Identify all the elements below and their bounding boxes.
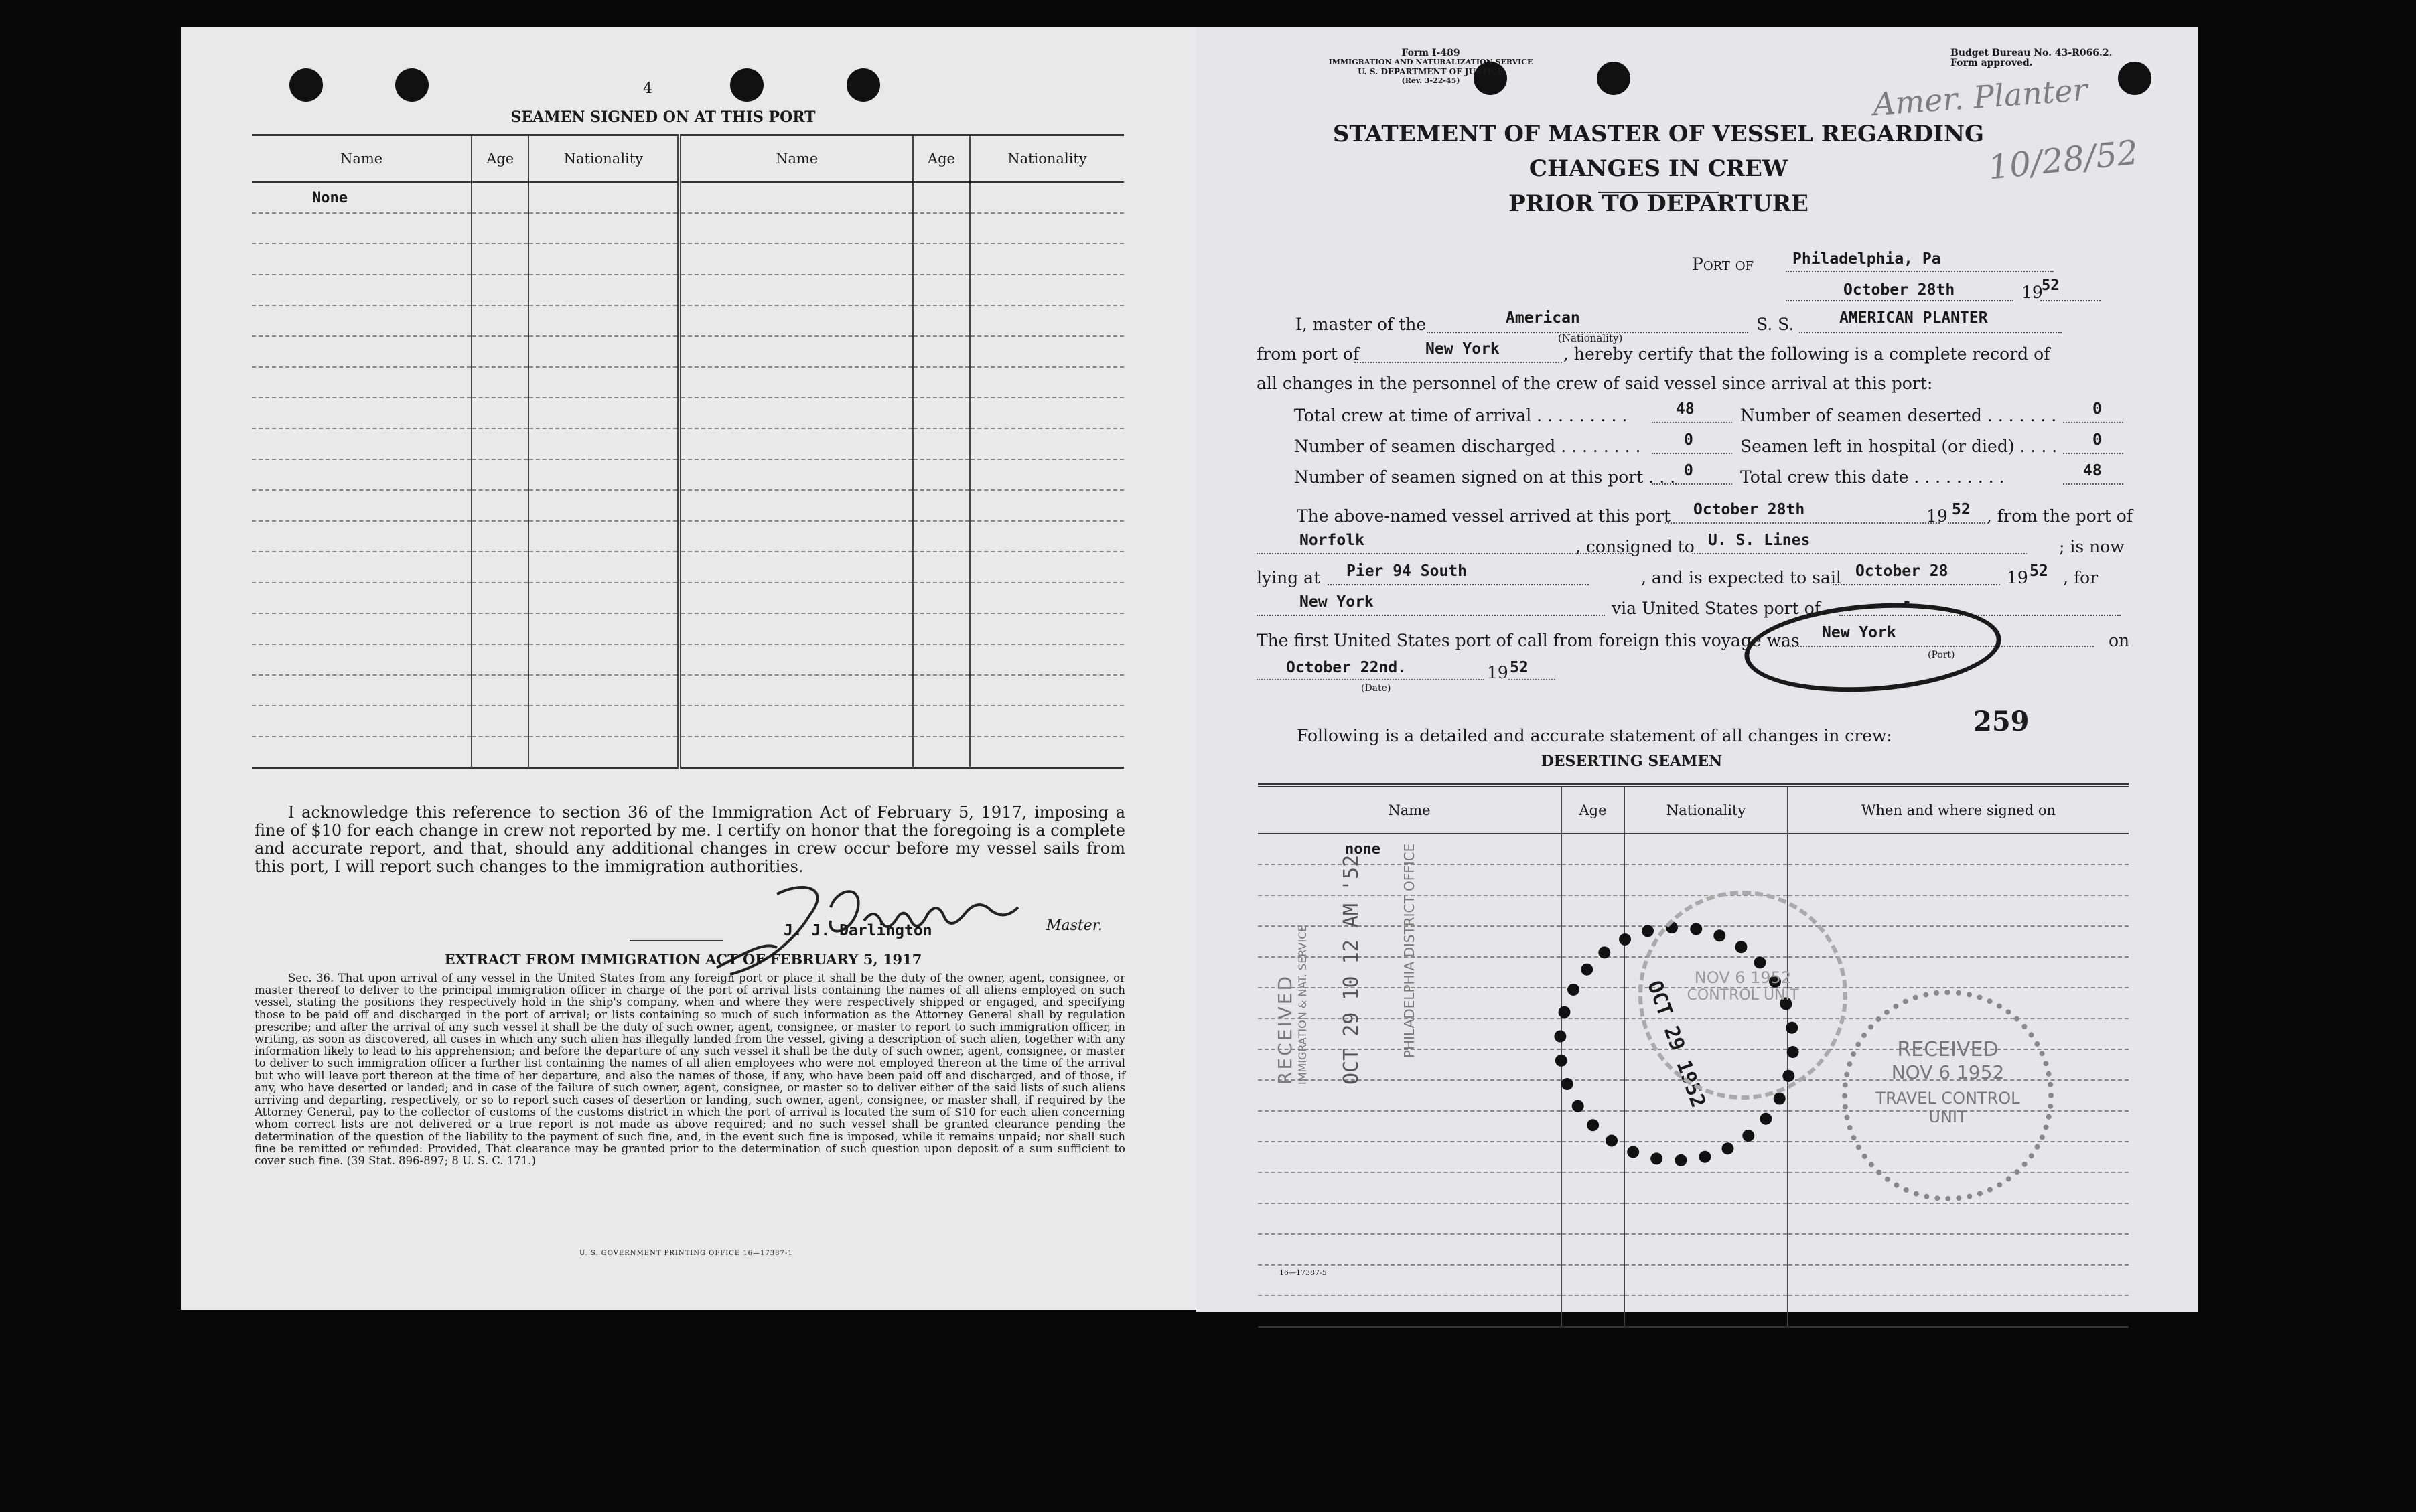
document-number: 259 [1973,706,2030,737]
first-date-value: October 22nd. [1286,659,1407,676]
deserting-title: DESERTING SEAMEN [1541,753,1723,770]
date-caption: (Date) [1361,683,1391,694]
total-arrival-value: 48 [1676,400,1695,418]
total-date-label: Total crew this date . . . . . . . . . [1740,467,2005,487]
deserted-line [2063,422,2123,423]
date-line [1786,300,2013,301]
expected-label: , and is expected to sail [1641,568,1841,587]
signer-name: J. J. Darlington [784,922,932,939]
pier-value: Pier 94 South [1346,562,1468,580]
arrived-year-prefix: 19 [1926,506,1948,526]
from-port-label: from port of [1257,344,1360,364]
punch-hole [395,68,429,102]
budget-number: Budget Bureau No. 43-R066.2. [1950,48,2113,58]
received-stamp-label: RECEIVED [1274,974,1296,1085]
travel-control-stamp [1842,990,2054,1201]
travel-stamp-unit2: UNIT [1928,1108,1967,1126]
signed-on-label: Number of seamen signed on at this port . . . [1294,467,1676,487]
sail-year-prefix: 19 [2007,568,2028,587]
form-title [1303,117,2013,221]
first-date-line [1257,679,1484,680]
first-year-line [1508,679,1555,680]
col-nationality-2: Nationality [970,135,1124,183]
sail-date-line [1833,584,2000,585]
table-row [252,398,1124,429]
arrived-year-line [1948,522,1985,524]
from-port-value: New York [1425,340,1500,358]
port-caption: (Port) [1928,650,1955,660]
faint-stamp-unit: CONTROL UNIT [1687,987,1799,1004]
table-row [1258,1203,2129,1234]
hospital-value: 0 [2092,431,2102,449]
port-label: Port of [1692,254,1754,274]
table-row [252,305,1124,336]
table-row [1258,864,2129,895]
table-row [252,459,1124,490]
table-row [252,552,1124,583]
form-approved: Form approved. [1950,58,2033,68]
first-port-label: The first United States port of call from foreign this voyage was [1257,631,1800,650]
col-age: Age [472,135,528,183]
form-number: Form I-489 [1401,48,1460,58]
handwritten-vessel-note: Amer. Planter [1871,71,2089,123]
entry-none: none [1258,834,1561,864]
table-row [252,644,1124,675]
col-name-2: Name [679,135,913,183]
arrived-label: The above-named vessel arrived at this port [1297,506,1671,526]
table-row [252,244,1124,275]
round-stamp-date: OCT 29 1952 [1642,977,1711,1111]
col-name: Name [1258,785,1561,834]
first-port-value: New York [1822,624,1896,641]
col-age-2: Age [913,135,970,183]
acknowledgement-text: I acknowledge this reference to section 36 of the Immigration Act of February 5, 1917, imposing a fine of $10 for each change in crew not reported by me. I certify on honor that the foregoing is a complete and accurate report, and that, should any additional changes in crew occur before my vessel sails from this port, I will report such changes to the immigration authorities. [255,803,1125,876]
signed-on-table [252,134,1124,769]
extract-text: Sec. 36. That upon arrival of any vessel in the United States from any foreign port or place it shall be the duty of the owner, agent, consignee, or master thereof to deliver to the principal immigration officer in charge of the port of arrival lists containing the names of all aliens employed on such vessel, stating the positions they respectively hold in the ship's company, when and where they were respectively shipped or engaged, and specifying those to be paid off and discharged in the port of arrival; or lists containing so much of such information as the Attorney General shall by regulation prescribe; and after the arrival of any such vessel it shall be the duty of such owner, agent, consignee, or master to report to such immigration officer, in writing, as soon as discovered, all cases in which any such alien has illegally landed from the vessel, giving a description of such alien, together with any information likely to lead to his apprehension; and before the departure of any such vessel it shall be the duty of such owner, agent, consignee, or master to deliver to such immigration officer a further list containing the names of all alien employees who were not employed thereon at the time of the arrival but who will leave port thereon at the time of her departure, and also the names of those, if any, who have been paid off and discharged, and of those, if any, who have deserted or landed; and in case of the failure of such owner, agent, consignee, or master so to deliver either of the said lists of such aliens arriving and departing, respectively, or so to report such cases of desertion or landing, such owner, agent, consignee, or master shall, if required by the Attorney General, pay to the collector of customs of the customs district in which the port of arrival is located the sum of $10 for each alien concerning whom correct lists are not delivered or a true report is not made as above required; and no such vessel shall be granted clearance pending the determination of the question of the liability to the payment of such fine, and, in the event such fine is imposed, while it remains unpaid; nor shall such fine be remitted or refunded: Provided, That clearance may be granted prior to the determination of such question upon deposit of a sum sufficient to cover such fine. (39 Stat. 896-897; 8 U. S. C. 171.) [255,972,1125,1168]
table-row [252,583,1124,613]
table-row [252,675,1124,706]
certify-text2: all changes in the personnel of the crew of said vessel since arrival at this port: [1257,374,1933,393]
entry-none: None [252,182,472,213]
sail-year: 52 [2030,562,2048,580]
table-row [1258,1296,2129,1327]
punch-hole [847,68,880,102]
signed-on-title: SEAMEN SIGNED ON AT THIS PORT [510,108,816,126]
arrived-year: 52 [1952,501,1971,518]
extract-title: EXTRACT FROM IMMIGRATION ACT OF FEBRUARY 5, 1917 [444,951,922,968]
prev-port-value: Norfolk [1299,532,1364,549]
table-row [1258,1265,2129,1296]
nationality-value: American [1506,309,1580,327]
left-page [181,27,1199,1310]
received-date-stamp: OCT 29 10 12 AM '52 [1340,854,1363,1085]
destination-line [1257,615,1605,616]
master-label: Master. [1046,917,1103,934]
via-value: - [1902,593,1912,611]
right-page [1196,27,2198,1312]
year-value: 52 [2042,277,2060,294]
is-now-label: ; is now [2059,537,2125,556]
title-line2: PRIOR TO DEPARTURE [1508,190,1808,217]
first-year-prefix: 19 [1487,663,1508,682]
table-row [252,213,1124,244]
faint-control-stamp [1638,891,1847,1100]
consignee-value: U. S. Lines [1708,532,1810,549]
certify-text1: , hereby certify that the following is a complete record of [1563,344,2050,364]
table-row [252,367,1124,398]
form-header [1317,48,1545,86]
table-row [252,737,1124,768]
punch-hole [1597,62,1630,95]
arrived-line [1665,522,1940,524]
punch-hole [289,68,323,102]
via-label: via United States port of [1612,599,1821,618]
from-port-line [1354,362,1562,363]
discharged-value: 0 [1684,431,1693,449]
year-prefix: 19 [2021,283,2043,302]
col-nationality: Nationality [1624,785,1788,834]
sail-date-value: October 28 [1855,562,1948,580]
col-name: Name [252,135,472,183]
title-rule [1598,192,1719,193]
discharged-label: Number of seamen discharged . . . . . . . . [1294,437,1641,456]
date-value: October 28th [1843,281,1955,299]
ss-label: S. S. [1756,315,1794,334]
table-row [252,521,1124,552]
title-line1: STATEMENT OF MASTER OF VESSEL REGARDING CHANGES IN CREW [1332,121,1985,182]
table-row [252,336,1124,367]
discharged-line [1652,453,1732,454]
signature-line [630,940,723,941]
nationality-caption: (Nationality) [1558,332,1623,344]
revision: (Rev. 3-22-45) [1401,76,1460,85]
deserted-label: Number of seamen deserted . . . . . . . [1740,406,2057,425]
travel-stamp-received: RECEIVED [1897,1038,1999,1061]
table-row [252,429,1124,459]
total-arrival-line [1652,422,1732,423]
travel-stamp-date: NOV 6 1952 [1891,1061,2005,1083]
hospital-label: Seamen left in hospital (or died) . . . . [1740,437,2058,456]
agency-line2: U. S. DEPARTMENT OF JUSTICE [1358,67,1504,76]
master-of-label: I, master of the [1295,315,1427,334]
received-stamp [1274,884,1309,1085]
consigned-label: , consigned to [1575,537,1695,556]
table-row [1258,1234,2129,1265]
total-date-value: 48 [2083,462,2102,479]
handwritten-date-note: 10/28/52 [1986,133,2140,187]
from-port-of-label: , from the port of [1987,506,2133,526]
table-row [252,182,1124,213]
table-row [252,275,1124,305]
table-row [252,706,1124,737]
total-arrival-label: Total crew at time of arrival . . . . . . . . . [1294,406,1628,425]
hospital-line [2063,453,2123,454]
following-text: Following is a detailed and accurate statement of all changes in crew: [1297,726,1892,745]
district-stamp: PHILADELPHIA DISTRICT OFFICE [1401,843,1417,1058]
port-line [1786,271,2054,272]
deserted-value: 0 [2092,400,2102,418]
destination-value: New York [1299,593,1374,611]
travel-stamp-unit1: TRAVEL CONTROL [1875,1089,2020,1108]
arrived-date: October 28th [1693,501,1805,518]
col-signed-on: When and where signed on [1788,785,2129,834]
vessel-name: AMERICAN PLANTER [1839,309,1988,327]
vessel-line [1799,332,2062,333]
punch-hole [2118,62,2151,95]
budget-bureau [1950,48,2113,68]
form-footer: 16—17387-5 [1279,1268,1327,1277]
signed-on-value: 0 [1684,462,1693,479]
port-value: Philadelphia, Pa [1792,250,1941,268]
col-age: Age [1561,785,1624,834]
punch-hole [730,68,764,102]
table-row [252,613,1124,644]
page-number: 4 [643,80,652,97]
agency-line1: IMMIGRATION AND NATURALIZATION SERVICE [1328,58,1533,66]
signed-on-line [1652,483,1732,485]
table-row [1258,834,2129,864]
on-label: on [2109,631,2130,650]
table-row [252,490,1124,521]
faint-stamp-date: NOV 6 1952 [1694,968,1792,987]
received-stamp-sub: IMMIGRATION & NAT. SERVICE [1296,925,1309,1085]
lying-at-label: lying at [1257,568,1321,587]
col-nationality: Nationality [528,135,679,183]
consignee-line [1692,553,2027,554]
first-year: 52 [1510,659,1529,676]
total-date-line [2063,483,2123,485]
pier-line [1328,584,1589,585]
for-label: , for [2063,568,2099,587]
printing-footer: U. S. GOVERNMENT PRINTING OFFICE 16—17387-1 [579,1250,793,1257]
year-line [2040,300,2101,301]
